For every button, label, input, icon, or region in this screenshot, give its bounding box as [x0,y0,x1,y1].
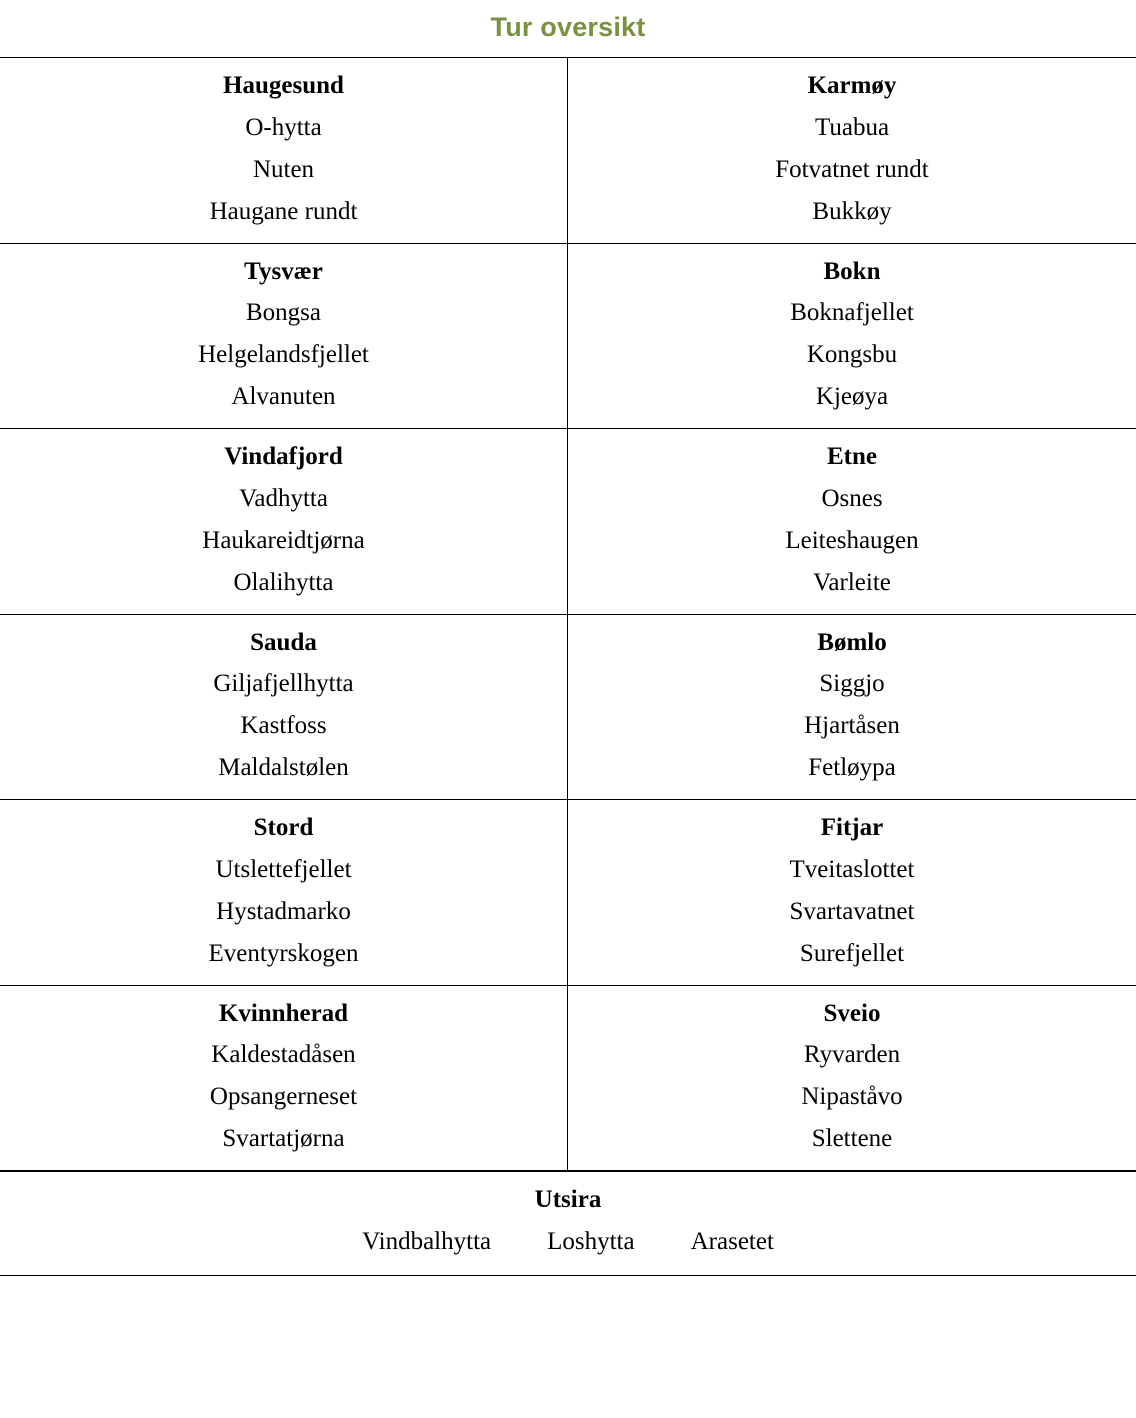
municipality-title: Karmøy [807,72,897,99]
municipality-cell-bokn [568,244,1136,429]
trip-item: Helgelandsfjellet [198,341,369,368]
trip-item: Utslettefjellet [215,855,352,883]
trip-item: Hjartåsen [804,712,900,739]
table-row [0,615,1136,801]
municipality-cell-sveio [568,986,1136,1171]
trip-item: Bukkøy [812,197,892,225]
municipality-cell-karmoy [568,58,1136,243]
trip-item: Bongsa [246,299,321,326]
trip-item: Olalihytta [233,568,334,596]
trip-item: Fotvatnet rundt [775,155,929,183]
municipality-cell-vindafjord [0,429,568,614]
trip-item: Nuten [252,155,315,183]
municipality-title: Sauda [250,628,317,656]
trip-item: Osnes [821,484,883,512]
municipality-title: Haugesund [223,72,344,99]
page-title: Tur oversikt [490,12,646,42]
trip-item: Kongsbu [806,341,898,368]
municipality-title: Utsira [534,1186,602,1213]
municipality-cell-etne [568,429,1136,614]
table-row [0,58,1136,244]
trip-item: Kastfoss [240,712,327,739]
trip-item: Arasetet [690,1227,774,1255]
table-row [0,986,1136,1171]
municipality-title: Bokn [823,257,881,285]
trip-item: Alvanuten [231,383,336,410]
trip-item-list [0,1221,1136,1263]
municipality-cell-sauda [0,615,568,800]
municipality-title: Tysvær [244,257,323,285]
trip-item: Hystadmarko [216,897,351,925]
table-row [0,800,1136,986]
trip-item: Opsangerneset [209,1083,358,1110]
trip-item: Haugane rundt [209,197,358,225]
municipality-cell-bomlo [568,615,1136,800]
trip-item: Haukareidtjørna [202,526,365,554]
trip-item: Eventyrskogen [208,939,359,967]
table-row [0,429,1136,615]
trip-item: Ryvarden [803,1041,901,1068]
trip-item: Leiteshaugen [785,526,919,554]
municipality-cell-kvinnherad [0,986,568,1171]
trip-item: Tuabua [814,113,890,141]
trip-item: Siggjo [819,670,885,697]
municipality-title: Fitjar [820,814,884,841]
trip-item: Maldalstølen [218,754,349,781]
municipality-title: Bømlo [817,628,887,656]
municipality-cell-tysvaer [0,244,568,429]
municipality-title: Kvinnherad [218,999,349,1027]
trip-item: Vadhytta [239,484,328,512]
municipality-title: Etne [827,443,877,470]
trip-item: Giljafjellhytta [213,670,354,697]
table-row [0,244,1136,430]
municipality-cell-haugesund [0,58,568,243]
trip-item: Kaldestadåsen [211,1041,356,1068]
municipality-cell-fitjar [568,800,1136,985]
municipality-cell-utsira [0,1171,1136,1276]
trip-item: Surefjellet [799,939,905,967]
trip-item: Svartatjørna [222,1125,345,1152]
trip-item: Kjeøya [815,383,889,410]
trip-item: O-hytta [245,113,322,141]
trip-item: Vindbalhytta [362,1227,492,1255]
municipality-title: Sveio [823,999,881,1027]
municipality-title: Vindafjord [224,443,343,470]
municipality-cell-stord [0,800,568,985]
municipality-title: Stord [253,814,314,841]
trip-item: Slettene [811,1125,893,1152]
trip-item: Boknafjellet [790,299,914,326]
trip-overview-table [0,57,1136,1171]
trip-item: Loshytta [547,1227,635,1255]
trip-item: Tveitaslottet [789,855,915,883]
trip-item: Fetløypa [808,754,896,781]
trip-item: Svartavatnet [789,897,915,925]
trip-item: Varleite [813,568,891,596]
trip-item: Nipaståvo [801,1083,903,1110]
